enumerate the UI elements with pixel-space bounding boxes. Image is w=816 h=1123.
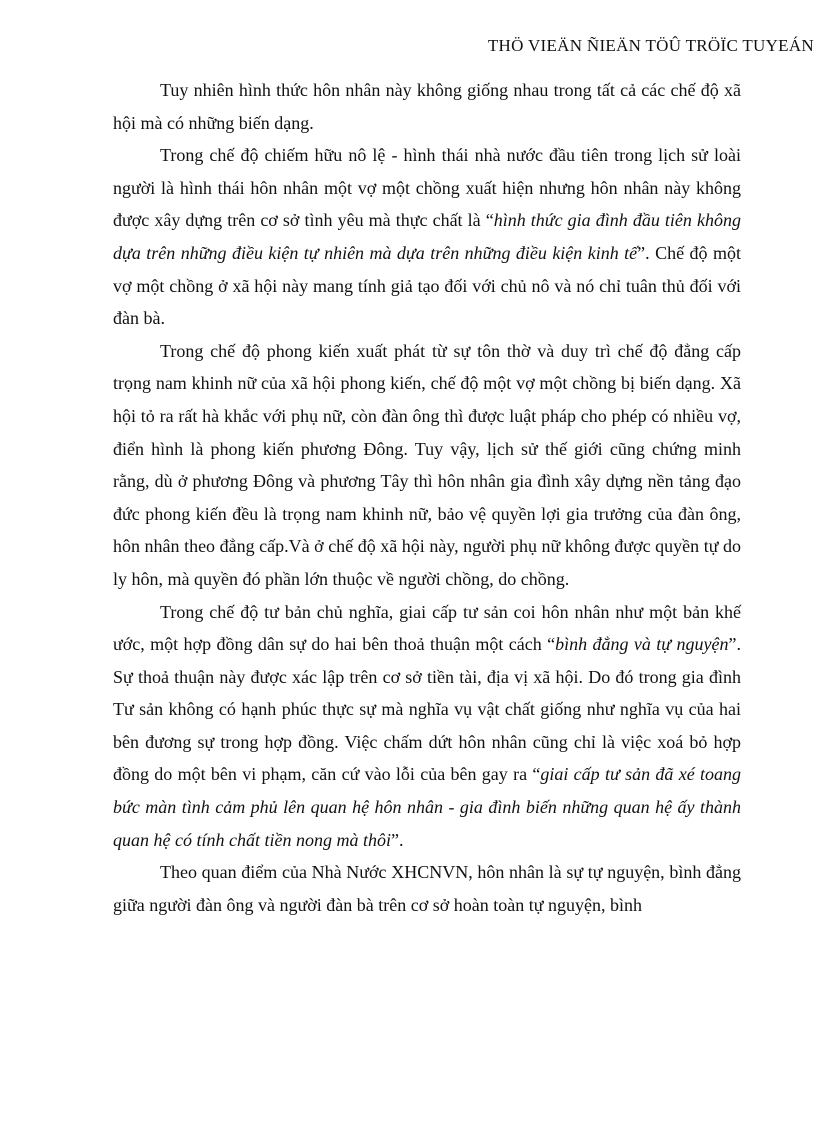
paragraph-1 — [113, 74, 741, 139]
paragraph-text: Trong chế độ chiếm hữu nô lệ - hình thái nhà nước đầu tiên trong lịch sử loài người là hình thái hôn nhân một vợ một chồng xuất hiện nhưng hôn nhân này không được xây dựng trên cơ sở tình yêu mà thực chất là “ — [113, 145, 741, 231]
quoted-italic-text: hình thức gia đình đầu tiên không dựa trên những điều kiện tự nhiên mà dựa trên những điều kiện kinh tế — [113, 210, 741, 263]
paragraph-3 — [113, 335, 741, 596]
paragraph-2 — [113, 139, 741, 335]
paragraph-text: ”. Sự thoả thuận này được xác lập trên cơ sở tiền tài, địa vị xã hội. Do đó trong gia đình Tư sản không có hạnh phúc thực sự mà nghĩa vụ vật chất giống như nghĩa vụ của hai bên đương sự trong hợp đồng. Việc chấm dứt hôn nhân cũng chỉ là việc xoá bỏ hợp đồng do một bên vi phạm, căn cứ vào lỗi của bên gay ra “ — [113, 634, 742, 785]
paragraph-text: ”. — [390, 829, 404, 850]
paragraph-5 — [113, 856, 741, 921]
paragraph-text: Theo quan điểm của Nhà Nước XHCNVN, hôn nhân là sự tự nguyện, bình đẳng giữa người đàn ông và người đàn bà trên cơ sở hoàn toàn tự nguyện, bình — [113, 862, 741, 915]
paragraph-text: ”. Chế độ một vợ một chồng ở xã hội này mang tính giả tạo đối với chủ nô và nó chỉ tuân thủ đối với đàn bà. — [113, 242, 741, 329]
paragraph-4 — [113, 596, 741, 857]
paragraph-text: Trong chế độ phong kiến xuất phát từ sự tôn thờ và duy trì chế độ đẳng cấp trọng nam khinh nữ của xã hội phong kiến, chế độ một vợ một chồng bị biến dạng. Xã hội tỏ ra rất hà khắc với phụ nữ, còn đàn ông thì được luật pháp cho phép có nhiều vợ, điển hình là phong kiến phương Đông. Tuy vậy, lịch sử thế giới cũng chứng minh rằng, dù ở phương Đông và phương Tây thì hôn nhân gia đình xây dựng nền tảng đạo đức phong kiến đều là trọng nam khinh nữ, bảo vệ quyền lợi gia trưởng của đàn ông, hôn nhân theo đẳng cấp.Và ở chế độ xã hội này, người phụ nữ không được quyền tự do ly hôn, mà quyền đó phần lớn thuộc về người chồng, do chồng. — [113, 340, 741, 589]
running-header: THÖ VIEÄN ÑIEÄN TÖÛ TRÖÏC TUYEÁN — [487, 36, 814, 55]
document-body — [113, 74, 741, 921]
paragraph-text: Tuy nhiên hình thức hôn nhân này không giống nhau trong tất cả các chế độ xã hội mà có những biến dạng. — [113, 80, 741, 133]
quoted-italic-text: giai cấp tư sản đã xé toang bức màn tình cảm phủ lên quan hệ hôn nhân - gia đình biến những quan hệ ấy thành quan hệ có tính chất tiền nong mà thôi — [113, 764, 741, 850]
quoted-italic-text: bình đẳng và tự nguyện — [555, 634, 729, 655]
paragraph-text: Trong chế độ tư bản chủ nghĩa, giai cấp tư sản coi hôn nhân như một bản khế ước, một hợp đồng dân sự do hai bên thoả thuận một cách “ — [113, 601, 741, 655]
